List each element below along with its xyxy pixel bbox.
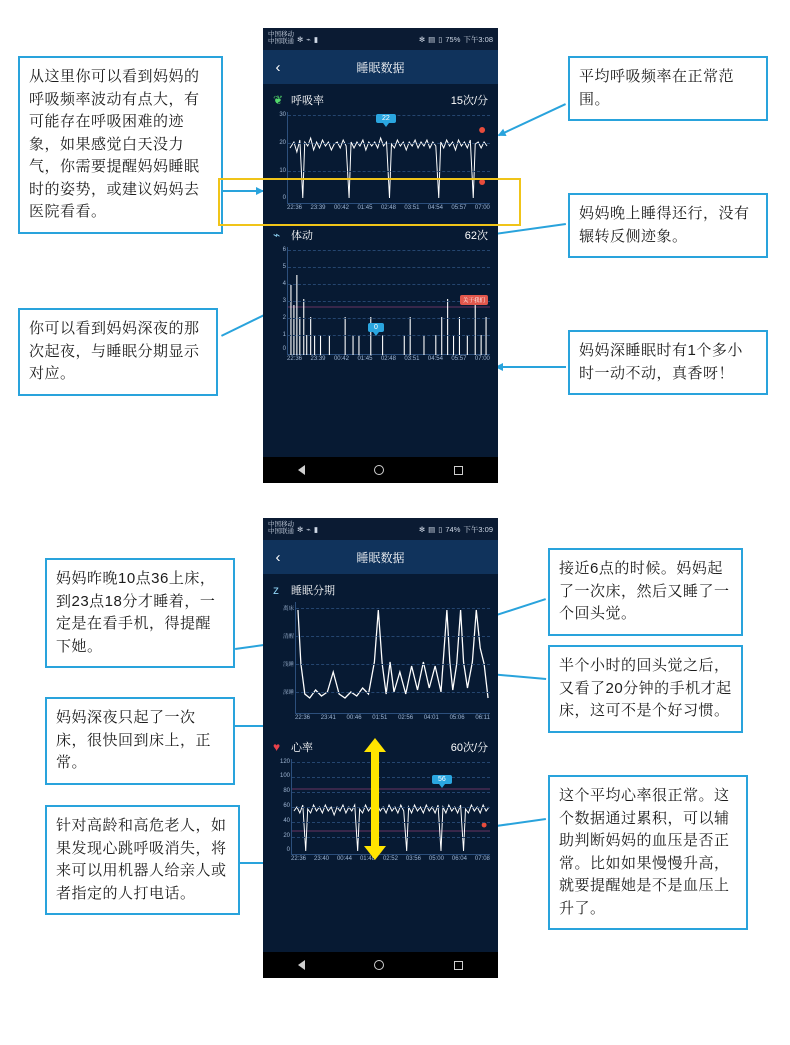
x-axis: [291, 855, 490, 862]
carrier-line-2: 中国联通: [268, 528, 294, 535]
page-title: 睡眠数据: [356, 550, 405, 565]
card-body-movement: [263, 219, 498, 364]
arrow-head-down: [364, 846, 386, 860]
card-label: 体动: [291, 230, 313, 242]
alarm-icon: ✻: [418, 524, 426, 534]
sync-icon: ▤: [428, 34, 436, 44]
x-tick: 22:36: [295, 715, 311, 721]
callout-night-wake: [18, 308, 218, 396]
callout-text: 妈妈深夜只起了一次床，很快回到床上，正常。: [56, 709, 212, 771]
app-bar: [263, 540, 498, 574]
carrier-label: [268, 522, 294, 536]
callout-text: 半个小时的回头觉之后，又看了20分钟的手机才起床，这可不是个好习惯。: [559, 657, 732, 719]
x-tick: 01:45: [357, 205, 373, 211]
card-breathing-rate: [263, 84, 498, 213]
home-circle-icon[interactable]: [374, 465, 384, 475]
y-tick: 10: [279, 168, 286, 174]
y-tick: 20: [279, 140, 286, 146]
section-divider: [0, 492, 790, 518]
x-tick: 23:39: [310, 205, 326, 211]
callout-text: 针对高龄和高危老人，如果发现心跳呼吸消失，将来可以用机器人给亲人或者指定的人打电话。: [56, 817, 227, 902]
x-tick: 22:36: [291, 856, 307, 862]
grid-line: [288, 335, 490, 336]
x-tick: 00:44: [336, 856, 352, 862]
x-tick: 00:46: [346, 715, 362, 721]
screen-content: [263, 84, 498, 457]
y-tick: 深睡: [282, 690, 294, 696]
lungs-icon: ❦: [273, 93, 284, 107]
y-tick: 5: [282, 264, 286, 270]
y-tick: 40: [283, 818, 290, 824]
card-header: [271, 90, 490, 112]
cell-signal-icon: ▯: [438, 524, 443, 534]
y-tick: 20: [283, 833, 290, 839]
sleep-stage-series: [296, 602, 490, 714]
bluetooth-icon: ✻: [297, 34, 304, 44]
grid-line: [288, 143, 490, 144]
y-axis: [272, 112, 288, 203]
value-tooltip: 56: [432, 775, 452, 784]
breathing-rate-chart[interactable]: [279, 112, 490, 204]
recents-square-icon[interactable]: [454, 961, 463, 970]
callout-sleep-ok: [568, 193, 768, 258]
callout-breathing-fluctuation: [18, 56, 223, 234]
grid-line: [288, 284, 490, 285]
app-bar: [263, 50, 498, 84]
x-tick: 07:08: [474, 856, 490, 862]
callout-elderly-alert: [45, 805, 240, 915]
callout-heart-rate: [548, 775, 748, 930]
grid-line: [292, 777, 490, 778]
y-tick: 4: [282, 281, 286, 287]
phone-screenshot-top: [263, 28, 498, 483]
value-tooltip: 0: [368, 323, 384, 332]
card-header: [271, 580, 490, 602]
x-tick: 01:45: [357, 356, 373, 362]
back-triangle-icon[interactable]: [298, 465, 305, 475]
x-axis: [287, 355, 490, 362]
grid-line: [288, 250, 490, 251]
callout-text: 妈妈深睡眠时有1个多小时一动不动，真香呀！: [579, 342, 743, 382]
grid-line: [292, 822, 490, 823]
x-tick: 23:41: [320, 715, 336, 721]
x-tick: 05:06: [449, 715, 465, 721]
x-tick: 03:51: [404, 356, 420, 362]
x-tick: 02:56: [398, 715, 414, 721]
y-axis: [272, 602, 296, 713]
back-button[interactable]: ‹: [275, 58, 281, 76]
grid-line: [292, 792, 490, 793]
connector-line: [498, 103, 566, 136]
sleep-stage-icon: z: [273, 583, 279, 597]
about-us-badge[interactable]: 关于我们: [460, 295, 488, 305]
callout-one-wake: [45, 697, 235, 785]
back-triangle-icon[interactable]: [298, 960, 305, 970]
x-tick: 02:48: [380, 356, 396, 362]
wifi-icon: ⌁: [306, 524, 311, 534]
callout-text: 你可以看到妈妈深夜的那次起夜，与睡眠分期显示对应。: [29, 320, 200, 382]
callout-text: 妈妈昨晚10点36上床，到23点18分才睡着，一定是在看手机，得提醒下她。: [56, 570, 216, 655]
vertical-double-arrow: [364, 738, 386, 860]
grid-line: [296, 608, 490, 609]
body-icon: ⌁: [273, 228, 281, 242]
card-value: 60次/分: [450, 742, 488, 754]
y-tick: 0: [282, 195, 286, 201]
card-header: [271, 225, 490, 247]
x-tick: 02:52: [382, 856, 398, 862]
y-axis: [272, 247, 288, 354]
sync-icon: ▤: [428, 524, 436, 534]
y-tick: 清醒: [282, 634, 294, 640]
x-tick: 05:00: [428, 856, 444, 862]
callout-text: 接近6点的时候。妈妈起了一次床，然后又睡了一个回头觉。: [559, 560, 730, 622]
bluetooth-icon: ✻: [297, 524, 304, 534]
x-tick: 22:36: [287, 205, 303, 211]
clock-label: 下午3:08: [463, 34, 493, 44]
back-button[interactable]: ‹: [275, 548, 281, 566]
y-axis: [272, 759, 292, 854]
wifi-icon: ⌁: [306, 34, 311, 44]
carrier-label: [268, 32, 294, 46]
battery-label: 75%: [445, 34, 461, 44]
y-tick: 离床: [282, 606, 294, 612]
x-tick: 22:36: [287, 356, 303, 362]
status-bar: [263, 518, 498, 540]
alarm-icon: ✻: [418, 34, 426, 44]
y-tick: 0: [286, 847, 290, 853]
x-tick: 23:40: [313, 856, 329, 862]
y-tick: 60: [283, 803, 290, 809]
callout-deep-sleep: [568, 330, 768, 395]
carrier-line-2: 中国联通: [268, 38, 294, 45]
grid-line: [292, 762, 490, 763]
connector-line: [496, 366, 566, 368]
y-tick: 30: [279, 112, 286, 118]
heart-rate-chart[interactable]: [279, 759, 490, 855]
x-tick: 03:56: [405, 856, 421, 862]
x-tick: 05:57: [451, 356, 467, 362]
callout-text: 这个平均心率很正常。这个数据通过累积，可以辅助判断妈妈的血压是否正常。比如如果慢慢升高，就要提醒她是不是血压上升了。: [559, 787, 730, 917]
callout-avg-breath-normal: [568, 56, 768, 121]
grid-line: [292, 807, 490, 808]
sleep-stage-chart[interactable]: [282, 602, 490, 714]
x-tick: 04:01: [423, 715, 439, 721]
grid-line: [296, 692, 490, 693]
connector-line: [223, 190, 263, 192]
grid-line: [296, 664, 490, 665]
card-value: 15次/分: [450, 95, 488, 107]
x-tick: 04:54: [427, 205, 443, 211]
grid-line: [296, 636, 490, 637]
x-tick: 00:42: [333, 205, 349, 211]
grid-line: [292, 837, 490, 838]
alert-dot: [479, 179, 485, 185]
x-tick: 00:42: [333, 356, 349, 362]
arrow-head-up: [364, 738, 386, 752]
card-sleep-stage: [263, 574, 498, 723]
callout-6am-wake: [548, 548, 743, 636]
callout-bedtime: [45, 558, 235, 668]
y-tick: 3: [282, 298, 286, 304]
signal-icon: ▮: [313, 524, 318, 534]
x-tick: 05:57: [451, 205, 467, 211]
carrier-line-1: 中国移动: [268, 521, 294, 529]
alert-dot: [482, 823, 487, 828]
x-axis: [287, 204, 490, 211]
value-tooltip: 22: [376, 114, 396, 123]
heart-icon: ♥: [273, 740, 281, 754]
clock-label: 下午3:09: [463, 524, 493, 534]
body-movement-chart[interactable]: [282, 247, 490, 355]
grid-line: [288, 267, 490, 268]
status-bar: [263, 28, 498, 50]
x-axis: [295, 714, 490, 721]
system-nav-bar: [263, 457, 498, 483]
callout-text: 妈妈晚上睡得还行，没有辗转反侧迹象。: [579, 205, 750, 245]
page-title: 睡眠数据: [356, 60, 405, 75]
recents-square-icon[interactable]: [454, 466, 463, 475]
y-tick: 0: [282, 346, 286, 352]
cell-signal-icon: ▯: [438, 34, 443, 44]
x-tick: 07:00: [474, 205, 490, 211]
grid-line: [288, 171, 490, 172]
carrier-line-1: 中国移动: [268, 31, 294, 39]
x-tick: 04:54: [427, 356, 443, 362]
card-label: 心率: [291, 742, 313, 754]
y-tick: 浅睡: [282, 662, 294, 668]
card-value: 62次: [464, 230, 488, 242]
callout-phone-habit: [548, 645, 743, 733]
y-tick: 1: [282, 332, 286, 338]
x-tick: 06:04: [451, 856, 467, 862]
alert-dot: [479, 127, 485, 133]
x-tick: 06:11: [475, 715, 490, 721]
system-nav-bar: [263, 952, 498, 978]
callout-text: 平均呼吸频率在正常范围。: [579, 68, 735, 108]
breathing-series: [288, 112, 490, 204]
x-tick: 23:39: [310, 356, 326, 362]
grid-line: [288, 318, 490, 319]
arrow-shaft: [371, 751, 379, 847]
x-tick: 01:51: [372, 715, 388, 721]
y-tick: 80: [283, 788, 290, 794]
y-tick: 100: [279, 773, 290, 779]
callout-text: 从这里你可以看到妈妈的呼吸频率波动有点大，有可能存在呼吸困难的迹象，如果感觉白天没力气，你需要提醒妈妈睡眠时的姿势，或建议妈妈去医院看看。: [29, 68, 200, 220]
home-circle-icon[interactable]: [374, 960, 384, 970]
x-tick: 01:48: [359, 856, 375, 862]
x-tick: 03:51: [404, 205, 420, 211]
y-tick: 2: [282, 315, 286, 321]
battery-label: 74%: [445, 524, 461, 534]
y-tick: 120: [279, 759, 290, 765]
card-label: 呼吸率: [291, 95, 324, 107]
signal-icon: ▮: [313, 34, 318, 44]
y-tick: 6: [282, 247, 286, 253]
card-label: 睡眠分期: [291, 585, 335, 597]
x-tick: 02:48: [380, 205, 396, 211]
x-tick: 07:00: [474, 356, 490, 362]
